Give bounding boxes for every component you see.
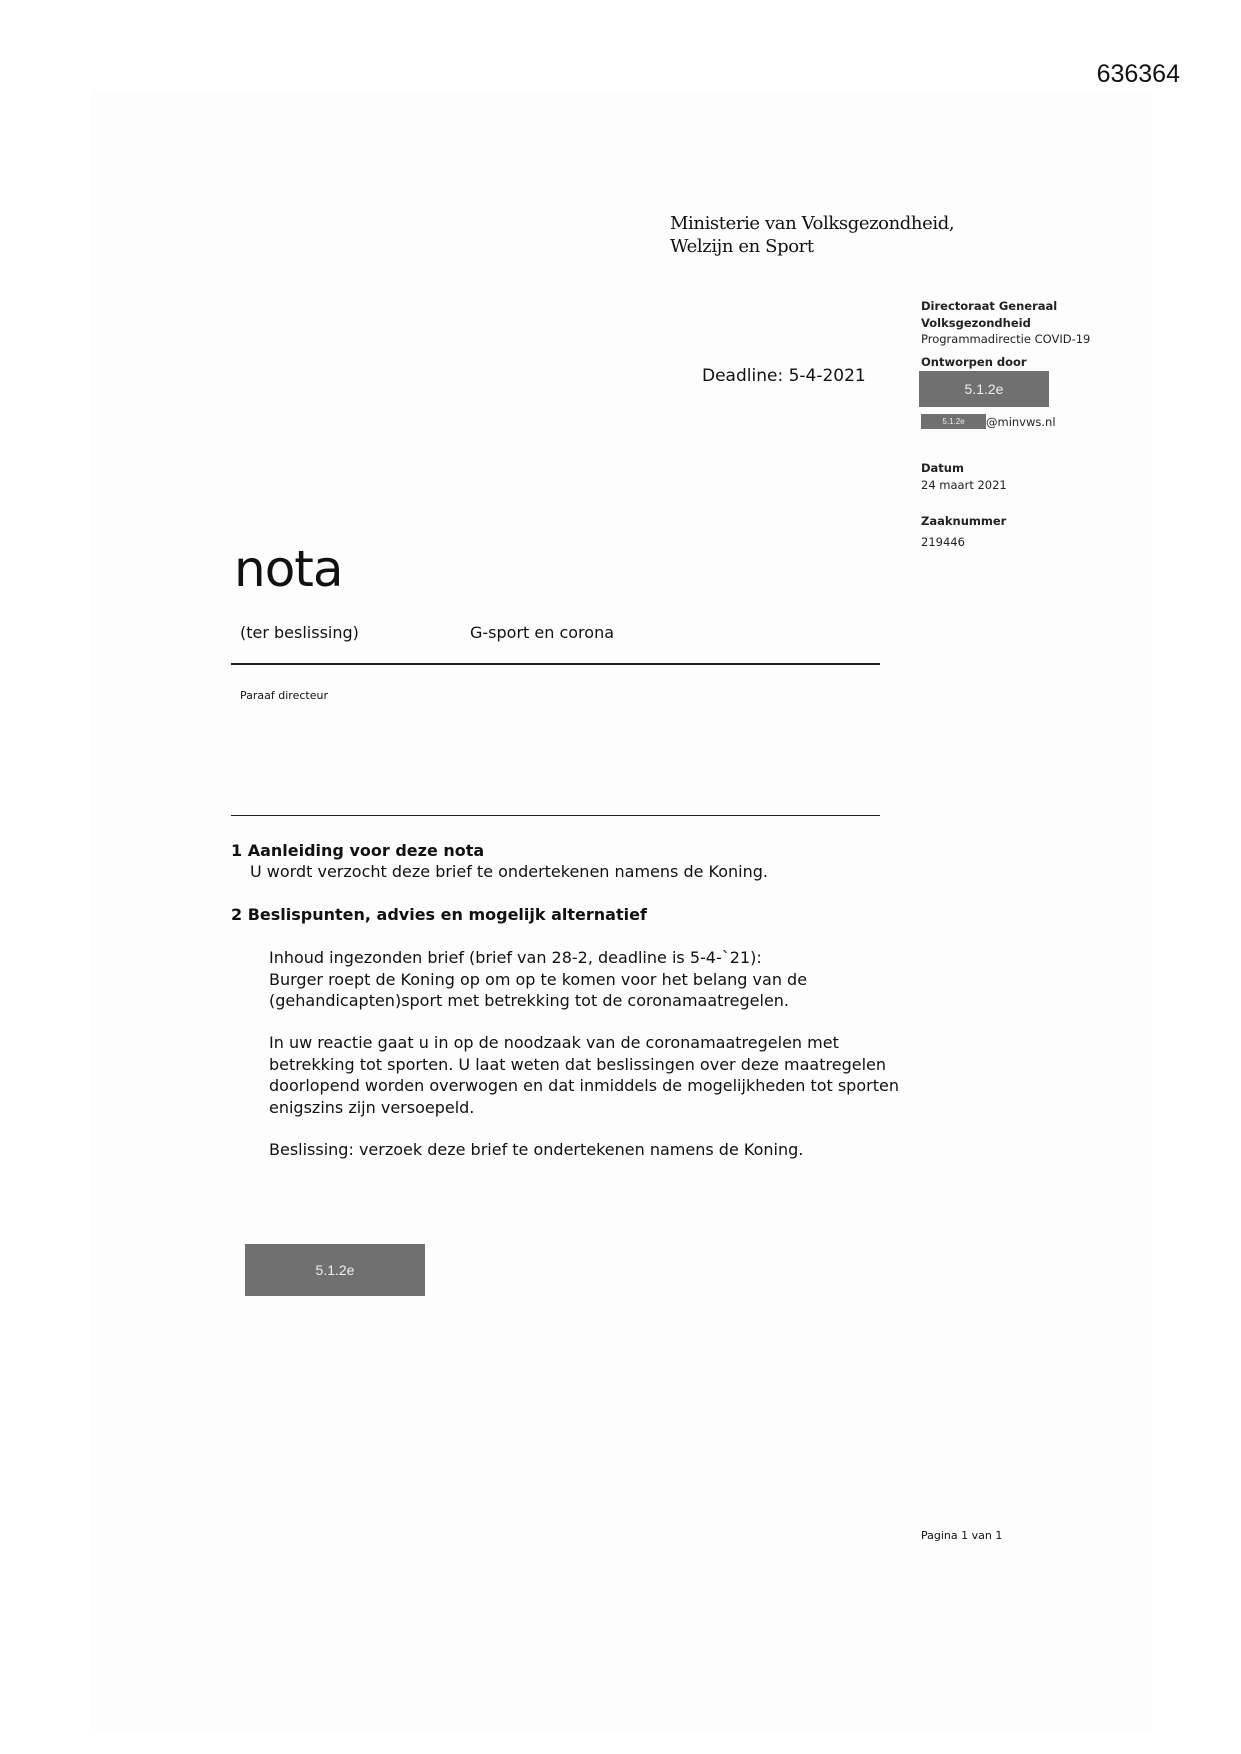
document-subject: G-sport en corona [470, 623, 615, 642]
department-block [921, 298, 1090, 348]
section-2-heading: 2 Beslispunten, advies en mogelijk alternatief [231, 905, 647, 924]
section-1-heading: 1 Aanleiding voor deze nota [231, 841, 485, 860]
text-line: (gehandicapten)sport met betrekking tot de coronamaatregelen. [269, 991, 790, 1011]
department-line-1: Directoraat Generaal [921, 299, 1058, 313]
text-line: betrekking tot sporten. U laat weten dat beslissingen over deze maatregelen [269, 1054, 886, 1074]
text-line: doorlopend worden overwogen en dat inmiddels de mogelijkheden tot sporten [269, 1076, 899, 1096]
email [921, 414, 1056, 429]
page-footer: Pagina 1 van 1 [921, 1529, 1003, 1542]
date-value: 24 maart 2021 [921, 478, 1007, 492]
signature-redaction-box: 5.1.2e [245, 1244, 425, 1296]
document-title: nota [234, 540, 343, 598]
paragraph [269, 947, 807, 1012]
divider [231, 815, 880, 816]
ministry-line-2: Welzijn en Sport [670, 236, 814, 257]
case-number-label: Zaaknummer [921, 514, 1007, 528]
paraaf-label: Paraaf directeur [240, 689, 328, 702]
ministry-logo-text [670, 212, 954, 258]
document-id: 636364 [1096, 60, 1180, 88]
email-redaction-box: 5.1.2e [921, 414, 986, 429]
department-line-2: Volksgezondheid [921, 315, 1031, 330]
paragraph [269, 1032, 899, 1119]
section-1-body: U wordt verzocht deze brief te ondertekenen namens de Koning. [250, 862, 768, 881]
deadline: Deadline: 5-4-2021 [702, 366, 866, 386]
text-line: enigszins zijn versoepeld. [269, 1098, 475, 1118]
redaction-box: 5.1.2e [919, 371, 1049, 407]
text-line: Burger roept de Koning op om op te komen voor het belang van de [269, 969, 808, 989]
divider [231, 663, 880, 665]
text-line: In uw reactie gaat u in op de noodzaak van de coronamaatregelen met [269, 1033, 839, 1052]
date-label: Datum [921, 461, 964, 475]
designed-by-label: Ontworpen door [921, 355, 1027, 369]
case-number-value: 219446 [921, 535, 965, 549]
email-domain: @minvws.nl [986, 414, 1056, 429]
paragraph [269, 1139, 803, 1161]
document-type: (ter beslissing) [240, 623, 359, 642]
department-line-3: Programmadirectie COVID-19 [921, 332, 1091, 346]
decision-line: Beslissing: verzoek deze brief te ondertekenen namens de Koning. [269, 1140, 804, 1159]
ministry-line-1: Ministerie van Volksgezondheid, [670, 213, 955, 234]
text-line: Inhoud ingezonden brief (brief van 28-2, deadline is 5-4-`21): [269, 948, 762, 967]
